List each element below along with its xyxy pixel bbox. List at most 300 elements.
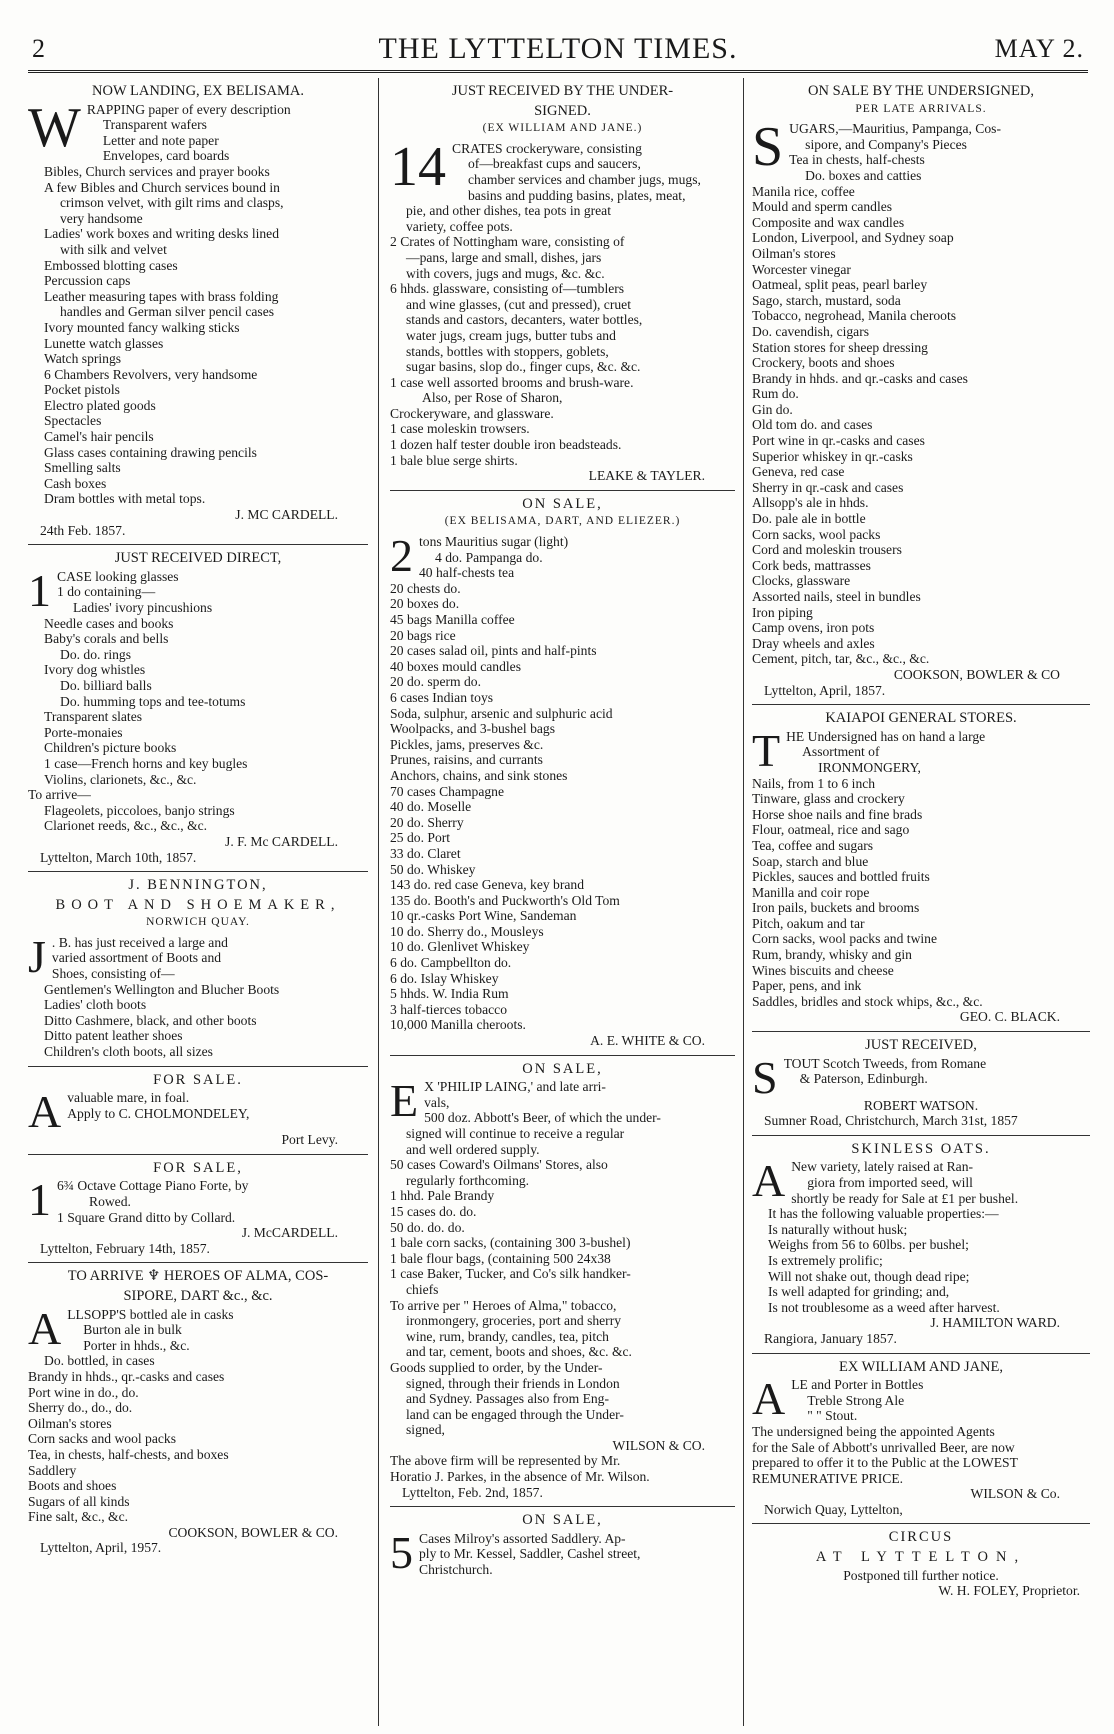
advert-line: Tobacco, negrohead, Manila cheroots	[752, 308, 957, 324]
advert-line: Manilla and coir rope	[752, 884, 870, 900]
advert-line: 4 do. Pampanga do.	[435, 549, 543, 565]
advert-line: Clarionet reeds, &c., &c., &c.	[44, 818, 208, 834]
advert-signature: WILSON & CO.	[612, 1437, 705, 1453]
column-3	[752, 80, 1090, 1605]
advert-line: Flour, oatmeal, rice and sago	[752, 822, 910, 838]
advert-line: wine, rum, brandy, candles, tea, pitch	[406, 1328, 609, 1344]
drop-capital: E	[390, 1075, 419, 1127]
advert-line: Old tom do. and cases	[752, 417, 873, 433]
advert-line: IRONMONGERY,	[818, 759, 921, 775]
advert-line: Gentlemen's Wellington and Blucher Boots	[44, 981, 280, 997]
advert-line: very handsome	[60, 210, 143, 226]
advert-line: Ladies' ivory pincushions	[73, 600, 213, 615]
advert-subheading: SIPORE, DART &c., &c.	[123, 1287, 273, 1304]
advert-line: Leather measuring tapes with brass folding	[44, 288, 279, 304]
advert-line: Watch springs	[44, 351, 122, 367]
advert-line: prepared to offer it to the Public at the LOWEST	[752, 1455, 1018, 1471]
advert-line: 1 case Baker, Tucker, and Co's silk handker-	[390, 1266, 631, 1282]
advert-abbotts-beer	[752, 1360, 1090, 1518]
advert-line: of—breakfast cups and saucers,	[468, 156, 641, 172]
advert-line: variety, coffee pots.	[406, 218, 513, 234]
advert-line: HE Undersigned has on hand a large	[786, 728, 986, 744]
advert-line: 15 cases do. do.	[390, 1203, 477, 1219]
advert-signature: J. HAMILTON WARD.	[930, 1315, 1060, 1331]
advert-line: 33 do. Claret	[390, 845, 461, 861]
advert-line: Is well adapted for grinding; and,	[768, 1284, 950, 1300]
advert-heading: FOR SALE.	[153, 1071, 243, 1088]
advert-line: basins and pudding basins, plates, meat,	[468, 187, 686, 203]
advert-line: 45 bags Manilla coffee	[390, 612, 515, 627]
advert-line: Dram bottles with metal tops.	[44, 491, 206, 507]
advert-line: 1 bale corn sacks, (containing 300 3-bushel)	[390, 1235, 631, 1251]
advert-line: Needle cases and books	[44, 615, 174, 631]
advert-line: with silk and velvet	[60, 241, 167, 257]
advert-cookson-bowler	[752, 84, 1090, 698]
advert-line: Corn sacks, wool packs	[752, 526, 881, 542]
advert-line: Pocket pistols	[44, 382, 120, 398]
drop-capital: S	[752, 116, 784, 179]
advert-line: Cases Milroy's assorted Saddlery. Ap-	[419, 1530, 626, 1546]
advert-line: Brandy in hhds., qr.-casks and cases	[28, 1368, 225, 1384]
advert-body	[390, 530, 735, 1033]
advert-line: and wine glasses, (cut and pressed), cruet	[406, 296, 631, 312]
advert-line: Nails, from 1 to 6 inch	[752, 775, 876, 791]
advert-line: CRATES crockeryware, consisting	[452, 140, 642, 156]
advert-signature: Port Levy.	[281, 1132, 338, 1148]
advert-line: Gin do.	[752, 401, 793, 417]
drop-capital: S	[752, 1051, 778, 1103]
advert-line: LLSOPP'S bottled ale in casks	[67, 1306, 234, 1322]
advert-line: Electro plated goods	[44, 397, 156, 413]
advert-signature: ROBERT WATSON.	[863, 1097, 979, 1113]
advert-line: stands, bottles with stoppers, goblets,	[406, 343, 609, 359]
advert-heading: JUST RECEIVED BY THE UNDER-	[451, 83, 674, 99]
advert-separator	[28, 1262, 368, 1263]
advert-body	[390, 1075, 735, 1438]
advert-heading: JUST RECEIVED,	[865, 1037, 977, 1054]
advert-line: Tea, in chests, half-chests, and boxes	[28, 1446, 229, 1462]
advert-line: handles and German silver pencil cases	[60, 304, 275, 320]
advert-line: and well ordered supply.	[406, 1141, 540, 1157]
advert-line: New variety, lately raised at Ran-	[791, 1159, 974, 1175]
advert-line: Porte-monaies	[44, 724, 123, 740]
advert-line: Wines biscuits and cheese	[752, 962, 894, 978]
advert-body	[28, 930, 368, 1060]
advert-line: Brandy in hhds. and qr.-casks and cases	[752, 370, 968, 386]
advert-line: 50 do. do. do.	[390, 1219, 465, 1235]
advert-line: Iron pails, buckets and brooms	[752, 900, 920, 916]
advert-line: " " Stout.	[807, 1408, 858, 1424]
advert-line: Sugars of all kinds	[28, 1493, 130, 1509]
advert-line: Do. boxes and catties	[805, 167, 922, 183]
advert-line: Prunes, raisins, and currants	[390, 752, 543, 768]
column-2	[390, 80, 735, 1584]
advert-line: & Paterson, Edinburgh.	[799, 1071, 928, 1087]
drop-capital: 1	[28, 564, 51, 616]
column-divider	[378, 78, 379, 1726]
advert-line: —pans, large and small, dishes, jars	[406, 249, 602, 265]
advert-line: vals,	[424, 1094, 450, 1110]
advert-line: Camel's hair pencils	[44, 429, 154, 445]
advert-body	[752, 1155, 1090, 1315]
advert-line: 1 bale blue serge shirts.	[390, 452, 518, 468]
advert-kaiapoi-stores	[752, 711, 1090, 1025]
advert-heading: JUST RECEIVED DIRECT,	[114, 550, 282, 567]
advert-date: Lyttelton, Feb. 2nd, 1857.	[402, 1484, 543, 1500]
advert-line: X 'PHILIP LAING,' and late arri-	[424, 1079, 606, 1095]
drop-capital: T	[752, 724, 781, 776]
advert-separator	[752, 1353, 1090, 1354]
advert-line: Is not troublesome as a weed after harvest.	[768, 1299, 1000, 1315]
advert-line: Lunette watch glasses	[44, 335, 164, 351]
advert-signature: J. McCARDELL.	[241, 1225, 338, 1241]
advert-body	[28, 1302, 368, 1525]
advert-body	[28, 1174, 368, 1226]
advert-separator	[28, 544, 368, 545]
advert-line: 50 cases Coward's Oilmans' Stores, also	[390, 1157, 608, 1173]
advert-body	[752, 1056, 1090, 1087]
advert-belisama	[28, 84, 368, 538]
drop-capital: W	[28, 96, 81, 159]
advert-separator	[752, 1031, 1090, 1032]
advert-line: CASE looking glasses	[57, 568, 179, 584]
advert-line: 6 hhds. glassware, consisting of—tumblers	[390, 281, 625, 297]
drop-capital: A	[28, 1086, 62, 1138]
advert-line: with covers, jugs and mugs, &c. &c.	[406, 265, 605, 281]
advert-date: Lyttelton, April, 1957.	[40, 1540, 162, 1556]
advert-line: Oilman's stores	[752, 245, 836, 261]
advert-line: Iron piping	[752, 604, 813, 620]
advert-line: sipore, and Company's Pieces	[805, 136, 967, 152]
advert-line: Transparent slates	[44, 709, 143, 725]
advert-line: Rowed.	[89, 1194, 131, 1209]
advert-line: chamber services and chamber jugs, mugs,	[468, 171, 701, 187]
advert-line: 20 do. sperm do.	[390, 674, 481, 690]
advert-line: Allsopp's ale in hhds.	[752, 495, 869, 511]
advert-separator	[28, 1066, 368, 1067]
advert-line: Sherry do., do., do.	[28, 1400, 133, 1416]
advert-line: Violins, clarionets, &c., &c.	[44, 771, 197, 787]
advert-line: Crockeryware, and glassware.	[390, 405, 554, 421]
advert-heading: NOW LANDING, EX BELISAMA.	[92, 83, 304, 99]
advert-line: Rum do.	[752, 386, 799, 402]
advert-line: 1 case—French horns and key bugles	[44, 755, 248, 771]
advert-line: TOUT Scotch Tweeds, from Romane	[783, 1055, 987, 1071]
drop-capital: 5	[390, 1526, 413, 1578]
drop-capital: J	[28, 930, 46, 982]
advert-body	[752, 1373, 1090, 1486]
advert-piano-for-sale	[28, 1161, 368, 1257]
advert-line: varied assortment of Boots and	[51, 950, 222, 966]
advert-signature: GEO. C. BLACK.	[959, 1009, 1060, 1025]
advert-line: Is extremely prolific;	[768, 1252, 883, 1268]
advert-line: Boots and shoes	[28, 1478, 117, 1494]
advert-line: Sago, starch, mustard, soda	[752, 292, 901, 308]
advert-line: Goods supplied to order, by the Under-	[390, 1359, 603, 1375]
advert-line: Saddles, bridles and stock whips, &c., &c.	[752, 993, 983, 1009]
advert-line: Envelopes, card boards	[102, 148, 230, 164]
advert-line: Oilman's stores	[28, 1415, 112, 1431]
advert-line: ply to Mr. Kessel, Saddler, Cashel street,	[419, 1546, 641, 1562]
advert-line: Do. pale ale in bottle	[752, 511, 866, 527]
advert-line: UGARS,—Mauritius, Pampanga, Cos-	[789, 121, 1001, 137]
advert-line: 70 cases Champagne	[390, 783, 505, 799]
advert-separator	[28, 1154, 368, 1155]
advert-separator	[390, 490, 735, 491]
advert-heading: J. BENNINGTON,	[128, 877, 268, 894]
advert-line: Rum, brandy, whisky and gin	[752, 947, 912, 963]
advert-line: The undersigned being the appointed Agents	[752, 1423, 995, 1439]
advert-line: Treble Strong Ale	[807, 1392, 905, 1408]
advert-line: Tea, coffee and sugars	[752, 837, 874, 853]
advert-line: land can be engaged through the Under-	[406, 1406, 624, 1422]
advert-line: pie, and other dishes, tea pots in great	[406, 203, 611, 219]
advert-line: Paper, pens, and ink	[752, 978, 862, 994]
drop-capital: A	[752, 1373, 786, 1425]
advert-line: To arrive—	[28, 787, 91, 803]
advert-note	[390, 1453, 735, 1484]
advert-line: Crockery, boots and shoes	[752, 355, 895, 371]
advert-source: (EX BELISAMA, DART, AND ELIEZER.)	[444, 515, 681, 528]
advert-line: crimson velvet, with gilt rims and clasps,	[60, 195, 284, 211]
advert-line: giora from imported seed, will	[807, 1175, 973, 1190]
advert-address: NORWICH QUAY.	[146, 916, 250, 929]
advert-line: Ivory dog whistles	[44, 662, 146, 678]
advert-line: Weighs from 56 to 60lbs. per bushel;	[768, 1237, 969, 1253]
advert-line: Ivory mounted fancy walking sticks	[44, 319, 240, 335]
drop-capital: 14	[390, 135, 446, 198]
advert-line: 1 case well assorted brooms and brush-ware.	[390, 374, 634, 390]
advert-line: Letter and note paper	[102, 132, 219, 148]
advert-line: 135 do. Booth's and Puckworth's Old Tom	[390, 892, 620, 908]
advert-line: Children's cloth boots, all sizes	[44, 1044, 213, 1060]
advert-line: 6 do. Campbellton do.	[390, 955, 512, 971]
advert-line: 500 doz. Abbott's Beer, of which the under-	[424, 1110, 661, 1126]
advert-date: 24th Feb. 1857.	[40, 522, 126, 538]
advert-line: Dray wheels and axles	[752, 635, 875, 651]
advert-line: Baby's corals and bells	[44, 631, 169, 647]
advert-line: 5 hhds. W. India Rum	[390, 986, 509, 1002]
advert-signature: J. F. Mc CARDELL.	[225, 833, 338, 849]
advert-body	[752, 116, 1090, 667]
advert-signature: LEAKE & TAYLER.	[588, 468, 705, 484]
advert-line: Woolpacks, and 3-bushel bags	[390, 721, 556, 737]
advert-heading: EX WILLIAM AND JANE,	[838, 1358, 1004, 1375]
advert-line: tons Mauritius sugar (light)	[419, 534, 569, 550]
advert-line: 3 half-tierces tobacco	[390, 1001, 507, 1017]
advert-line: 1 do containing—	[57, 584, 156, 600]
advert-line: The above firm will be represented by Mr.	[390, 1453, 621, 1469]
advert-skinless-oats	[752, 1142, 1090, 1347]
advert-line: Also, per Rose of Sharon,	[422, 390, 563, 406]
advert-line: stands and castors, decanters, water bottles,	[406, 312, 643, 328]
advert-line: . B. has just received a large and	[51, 934, 228, 950]
advert-line: Porter in hhds., &c.	[83, 1337, 190, 1353]
advert-heroes-of-alma	[28, 1269, 368, 1556]
advert-line: Do. cavendish, cigars	[752, 323, 870, 339]
advert-a-e-white	[390, 497, 735, 1049]
page-number: 2	[32, 34, 45, 63]
advert-body	[28, 96, 368, 507]
advert-signature: WILSON & Co.	[970, 1486, 1060, 1502]
advert-line: Pickles, jams, preserves &c.	[390, 736, 544, 752]
advert-just-received-direct	[28, 551, 368, 865]
advert-body	[752, 1568, 1090, 1584]
advert-separator	[390, 1055, 735, 1056]
advert-line: shortly be ready for Sale at £1 per bushel.	[791, 1190, 1019, 1206]
advert-line: Ladies' cloth boots	[44, 997, 147, 1013]
advert-line: Horatio J. Parkes, in the absence of Mr. Wilson.	[390, 1469, 650, 1485]
advert-separator	[390, 1506, 735, 1507]
masthead	[28, 28, 1088, 68]
advert-line: London, Liverpool, and Sydney soap	[752, 230, 954, 246]
advert-line: Christchurch.	[419, 1562, 493, 1578]
advert-heading: SKINLESS OATS.	[851, 1140, 991, 1157]
advert-line: regularly forthcoming.	[406, 1172, 530, 1188]
advert-milroy-saddlery	[390, 1513, 735, 1577]
advert-heading: ON SALE,	[522, 1512, 603, 1529]
advert-heading: KAIAPOI GENERAL STORES.	[825, 710, 1017, 727]
advert-line: Oatmeal, split peas, pearl barley	[752, 277, 928, 293]
column-1	[28, 80, 368, 1562]
advert-date: Norwich Quay, Lyttelton,	[764, 1501, 903, 1517]
advert-line: Superior whiskey in qr.-casks	[752, 448, 913, 464]
advert-wilson-co	[390, 1062, 735, 1501]
advert-signature: W. H. FOLEY, Proprietor.	[938, 1583, 1080, 1599]
advert-line: Spectacles	[44, 413, 102, 429]
advert-line: Ditto patent leather shoes	[44, 1028, 183, 1044]
advert-line: 40 boxes mould candles	[390, 658, 522, 674]
drop-capital: 2	[390, 530, 413, 582]
advert-line: Ladies' work boxes and writing desks lined	[44, 226, 280, 242]
drop-capital: A	[752, 1155, 786, 1207]
advert-source: (EX WILLIAM AND JANE.)	[482, 122, 643, 135]
advert-heading: ON SALE BY THE UNDERSIGNED,	[808, 83, 1034, 99]
advert-line: Transparent wafers	[102, 117, 207, 133]
advert-line: Embossed blotting cases	[44, 257, 178, 273]
advert-line: 6 cases Indian toys	[390, 689, 494, 705]
advert-line: Flageolets, piccoloes, banjo strings	[44, 802, 235, 818]
advert-bennington	[28, 878, 368, 1060]
advert-line: 20 cases salad oil, pints and half-pints	[390, 643, 597, 659]
advert-line: Anchors, chains, and sink stones	[390, 767, 568, 783]
advert-heading: FOR SALE,	[153, 1159, 243, 1176]
advert-line: 40 half-chests tea	[419, 565, 515, 581]
advert-line: and tar, cement, boots and shoes, &c. &c.	[406, 1344, 632, 1360]
advert-line: Ditto Cashmere, black, and other boots	[44, 1012, 257, 1028]
advert-separator	[28, 871, 368, 872]
advert-robert-watson	[752, 1038, 1090, 1129]
column-divider	[743, 78, 744, 1726]
advert-line: LE and Porter in Bottles	[791, 1377, 924, 1393]
advert-line: Pitch, oakum and tar	[752, 915, 865, 931]
advert-line: Burton ale in bulk	[83, 1322, 182, 1338]
advert-mare-for-sale	[28, 1073, 368, 1148]
advert-body	[390, 1526, 735, 1578]
advert-heading: ON SALE,	[522, 495, 603, 512]
advert-line: 50 do. Whiskey	[390, 861, 476, 877]
advert-line: Clocks, glassware	[752, 573, 851, 589]
advert-heading: ON SALE,	[522, 1060, 603, 1077]
advert-date: Lyttelton, March 10th, 1857.	[40, 849, 197, 865]
advert-line: 20 boxes do.	[390, 596, 460, 612]
advert-line: signed,	[406, 1422, 445, 1438]
advert-line: 20 do. Sherry	[390, 814, 464, 830]
advert-date: Lyttelton, February 14th, 1857.	[40, 1240, 210, 1256]
advert-line: Bibles, Church services and prayer books	[44, 163, 270, 179]
advert-line: Saddlery	[28, 1462, 77, 1478]
advert-date: Sumner Road, Christchurch, March 31st, 1857	[764, 1113, 1018, 1129]
advert-line: and Sydney. Passages also from Eng-	[406, 1391, 609, 1407]
advert-separator	[752, 704, 1090, 705]
advert-line: 20 bags rice	[390, 627, 456, 643]
advert-line: 40 do. Moselle	[390, 799, 472, 815]
advert-body	[752, 724, 1090, 1010]
advert-line: water jugs, cream jugs, butter tubs and	[406, 327, 616, 343]
advert-line: 10,000 Manilla cheroots.	[390, 1017, 526, 1033]
advert-heading: TO ARRIVE ♆ HEROES OF ALMA, COS-	[67, 1268, 329, 1285]
issue-date: MAY 2.	[994, 34, 1084, 63]
advert-date: Rangiora, January 1857.	[764, 1330, 897, 1346]
advert-body	[28, 564, 368, 834]
advert-line: Is naturally without husk;	[768, 1221, 908, 1237]
advert-date: Lyttelton, April, 1857.	[764, 682, 886, 698]
advert-circus	[752, 1530, 1090, 1598]
advert-line: ironmongery, groceries, port and sherry	[406, 1313, 622, 1329]
advert-line: Glass cases containing drawing pencils	[44, 444, 257, 460]
advert-line: Pickles, sauces and bottled fruits	[752, 869, 930, 885]
advert-line: Tea in chests, half-chests	[789, 152, 925, 168]
advert-line: Assorted nails, steel in bundles	[752, 589, 921, 604]
advert-line: Do. do. rings	[60, 646, 131, 662]
advert-line: Corn sacks and wool packs	[28, 1431, 176, 1447]
advert-subheading: AT LYTTELTON,	[815, 1549, 1027, 1566]
advert-body	[28, 1090, 368, 1121]
advert-line: 10 do. Sherry do., Mousleys	[390, 923, 544, 939]
advert-source: PER LATE ARRIVALS.	[855, 102, 987, 115]
advert-line: Composite and wax candles	[752, 214, 905, 230]
advert-subheading: SIGNED.	[534, 102, 591, 119]
advert-line: Port wine in do., do.	[28, 1384, 139, 1400]
advert-line: Manila rice, coffee	[752, 183, 855, 199]
advert-heading: CIRCUS	[888, 1529, 954, 1546]
advert-line: Horse shoe nails and fine brads	[752, 806, 923, 822]
advert-line: To arrive per " Heroes of Alma," tobacco,	[390, 1297, 617, 1313]
advert-line: Soda, sulphur, arsenic and sulphuric acid	[390, 705, 613, 721]
advert-line: Postponed till further notice.	[843, 1567, 999, 1583]
advert-line: 2 Crates of Nottingham ware, consisting of	[390, 234, 625, 250]
advert-separator	[752, 1523, 1090, 1524]
advert-signature: J. MC CARDELL.	[235, 507, 338, 523]
advert-line: Corn sacks, wool packs and twine	[752, 931, 937, 947]
advert-line: Cash boxes	[44, 475, 107, 491]
advert-line: Camp ovens, iron pots	[752, 620, 875, 636]
advert-line: Will not shake out, though dead ripe;	[768, 1268, 970, 1284]
advert-line: sugar basins, slop do., finger cups, &c. &c.	[406, 359, 641, 375]
advert-line: 6 do. Islay Whiskey	[390, 970, 499, 986]
advert-line: Do. billiard balls	[60, 677, 152, 693]
advert-line: Cork beds, mattrasses	[752, 557, 871, 573]
advert-line: 1 bale flour bags, (containing 500 24x38	[390, 1250, 611, 1266]
advert-line: Assortment of	[802, 744, 880, 760]
advert-line: RAPPING paper of every description	[86, 101, 291, 117]
advert-line: chiefs	[406, 1281, 439, 1297]
advert-line: 10 do. Glenlivet Whiskey	[390, 939, 530, 955]
advert-line: Percussion caps	[44, 273, 131, 289]
advert-leake-tayler	[390, 84, 735, 484]
advert-line: Mould and sperm candles	[752, 199, 893, 215]
advert-line: 10 qr.-casks Port Wine, Sandeman	[390, 908, 577, 924]
